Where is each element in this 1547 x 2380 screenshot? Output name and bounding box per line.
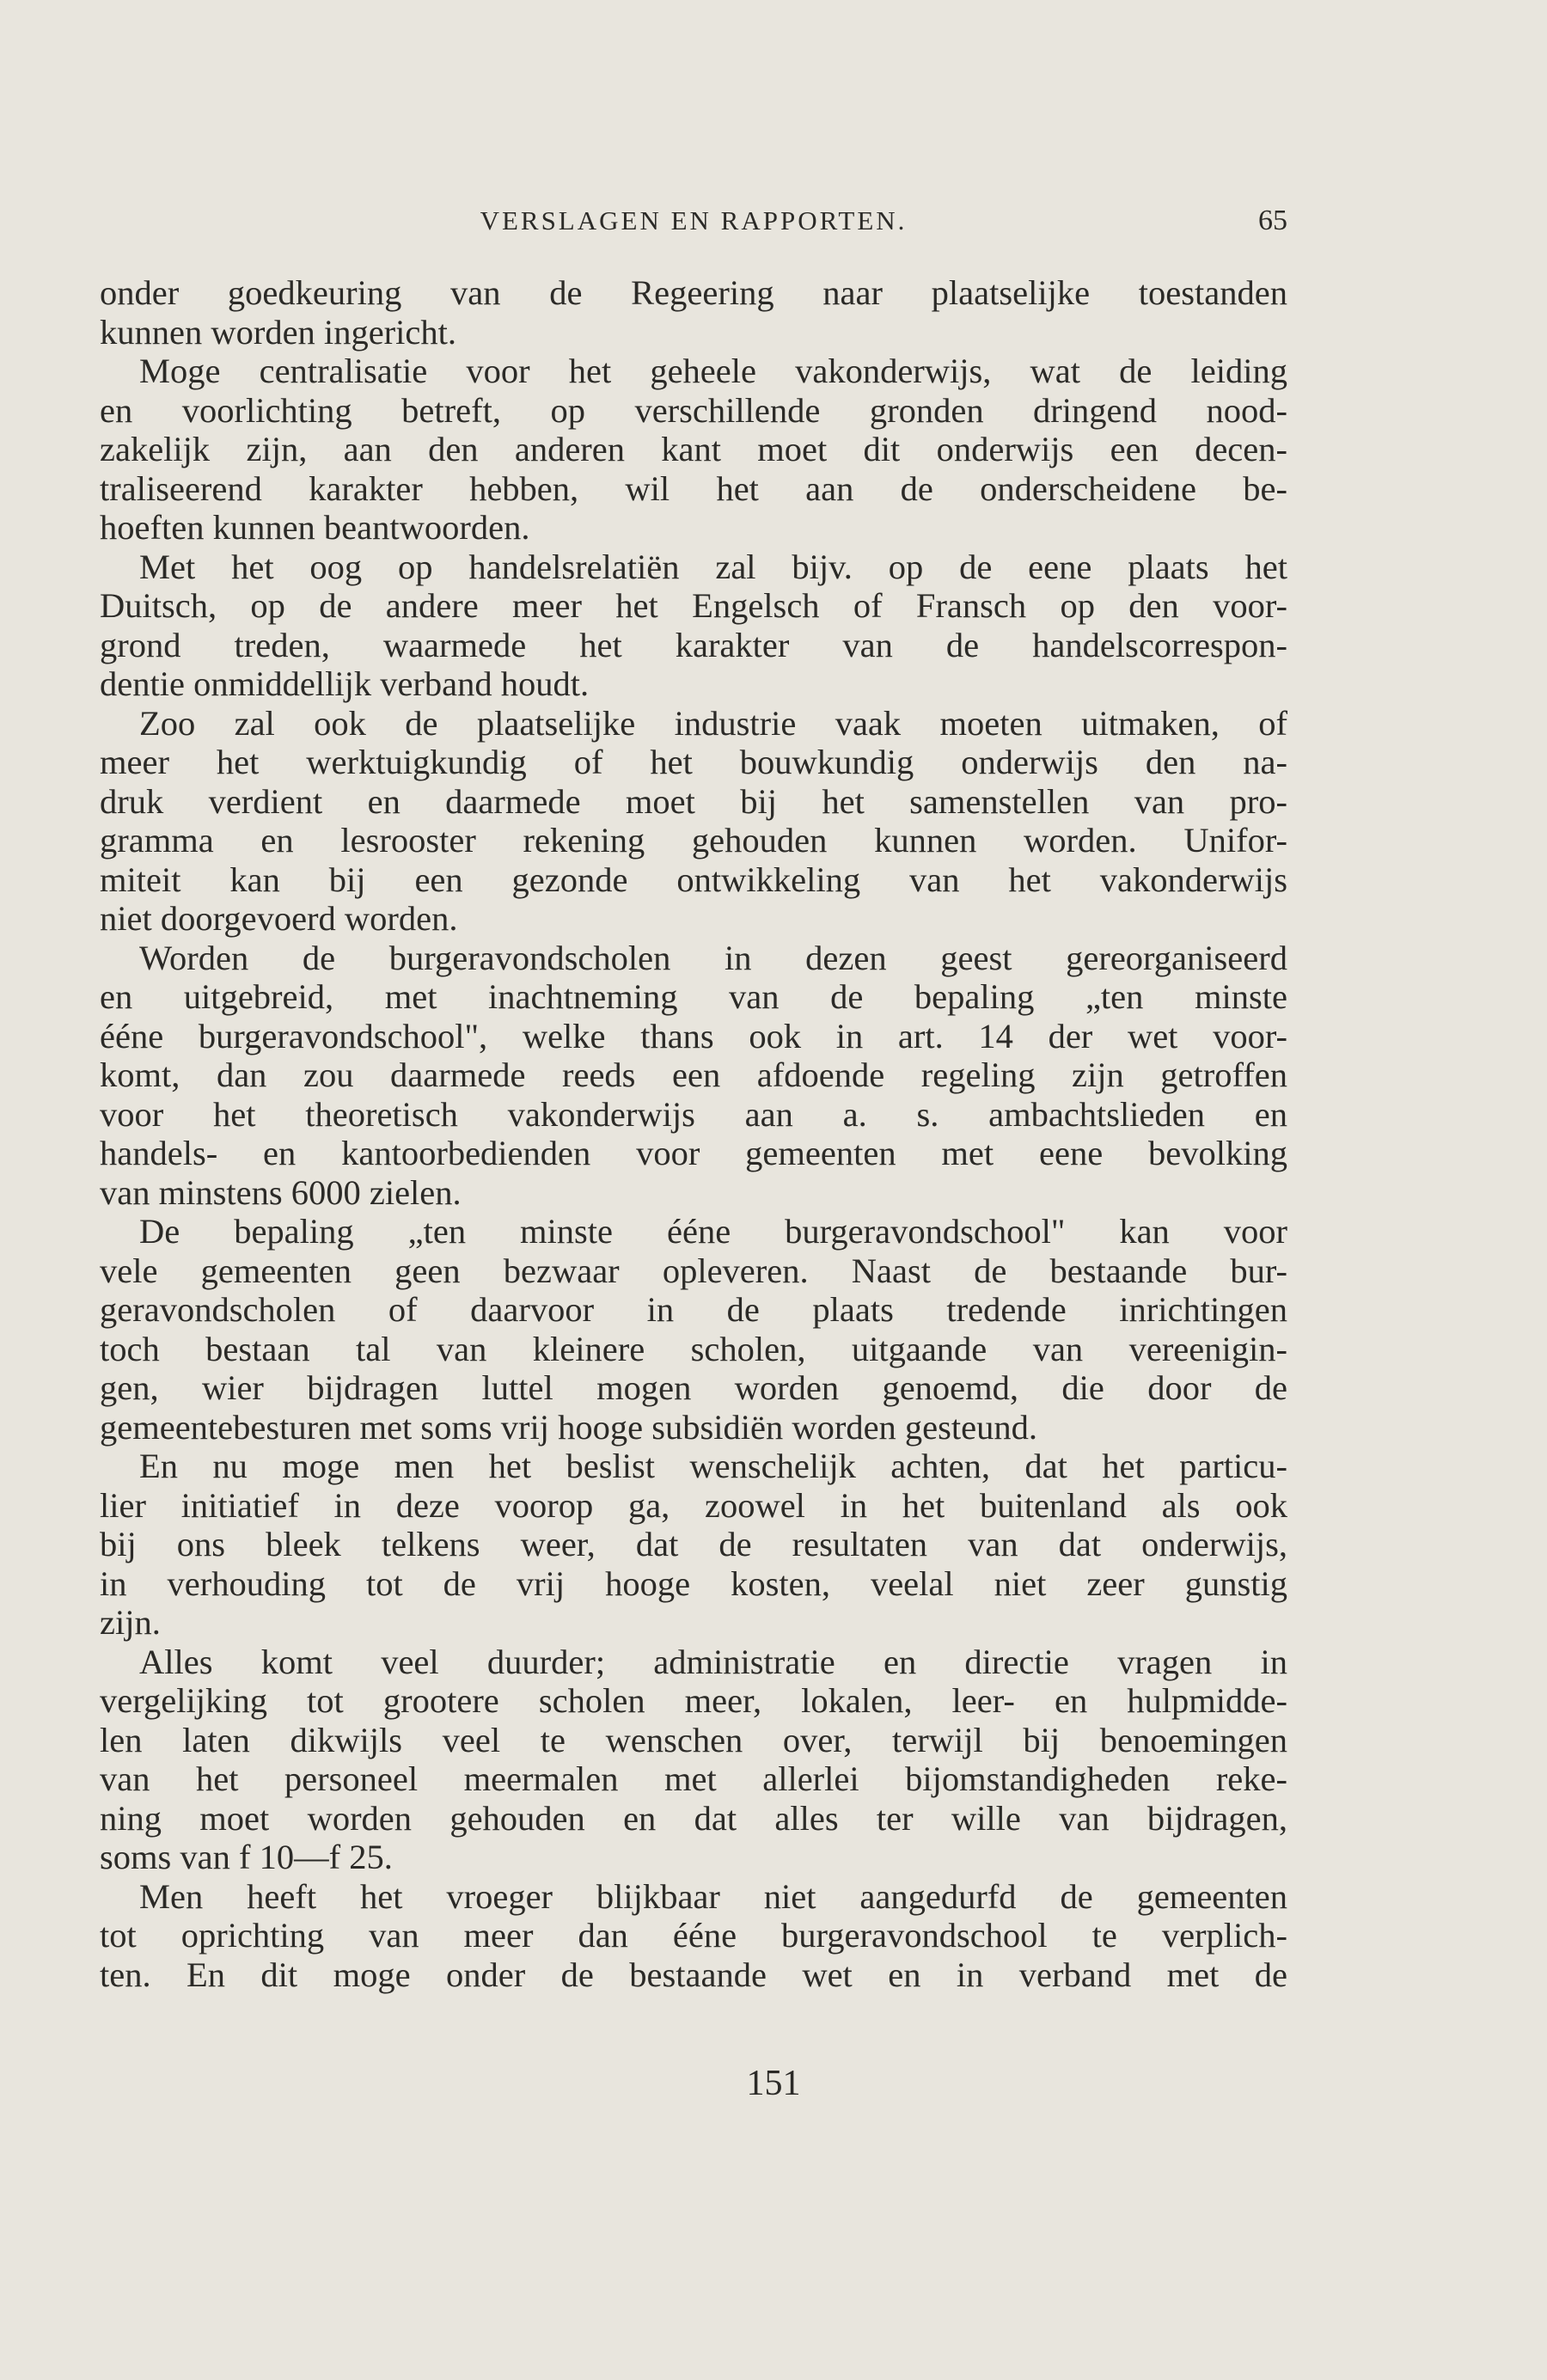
text-line: van het personeel meermalen met allerlei bijomstandigheden reke- [100,1759,1287,1798]
page-number: 65 [1258,205,1287,236]
text-line: ééne burgeravondschool", welke thans ook in art. 14 der wet voor- [100,1016,1287,1055]
text-line: komt, dan zou daarmede reeds een afdoende regeling zijn getroffen [100,1055,1287,1094]
text-line: traliseerend karakter hebben, wil het aan de onderscheidene be- [100,468,1287,508]
text-line: Worden de burgeravondscholen in dezen geest gereorganiseerd [139,938,1287,977]
text-line: grond treden, waarmede het karakter van de handelscorrespon- [100,625,1287,664]
paragraph [100,352,1287,548]
text-line: zijn. [100,1603,161,1642]
text-line: niet doorgevoerd worden. [100,899,458,938]
text-line: soms van f 10—f 25. [100,1838,393,1876]
text-line: Moge centralisatie voor het geheele vakonderwijs, wat de leiding [139,352,1287,390]
text-line: lier initiatief in deze voorop ga, zoowel in het buitenland als ook [100,1485,1287,1525]
text-line: Met het oog op handelsrelatiën zal bijv. op de eene plaats het [139,547,1287,586]
text-line: En nu moge men het beslist wenschelijk achten, dat het particu- [139,1447,1287,1485]
running-title: VERSLAGEN EN RAPPORTEN. [480,205,908,236]
text-line: dentie onmiddellijk verband houdt. [100,664,590,703]
text-line: gramma en lesrooster rekening gehouden kunnen worden. Unifor- [100,821,1287,860]
text-line: gemeentebesturen met soms vrij hooge subsidiën worden gesteund. [100,1407,1038,1447]
text-line: en uitgebreid, met inachtneming van de bepaling „ten minste [100,977,1287,1016]
text-line: De bepaling „ten minste ééne burgeravondschool" kan voor [139,1212,1287,1251]
text-line: bij ons bleek telkens weer, dat de resultaten van dat onderwijs, [100,1525,1287,1563]
paragraph [100,939,1287,1213]
text-line: Alles komt veel duurder; administratie en directie vragen in [139,1642,1287,1681]
signature-number: 151 [746,2064,801,2103]
text-line: toch bestaan tal van kleinere scholen, uitgaande van vereenigin- [100,1329,1287,1368]
text-line: en voorlichting betreft, op verschillende gronden dringend nood- [100,390,1287,430]
text-line: zakelijk zijn, aan den anderen kant moet dit onderwijs een decen- [100,430,1287,468]
text-line: Duitsch, op de andere meer het Engelsch of Fransch op den voor- [100,586,1287,625]
text-line: miteit kan bij een gezonde ontwikkeling van het vakonderwijs [100,860,1287,899]
paragraph [100,1877,1287,1995]
text-line: ten. En dit moge onder de bestaande wet en in verband met de [100,1955,1287,1994]
text-line: gen, wier bijdragen luttel mogen worden genoemd, die door de [100,1368,1287,1407]
text-line: voor het theoretisch vakonderwijs aan a. s. ambachtslieden en [100,1094,1287,1134]
text-line: kunnen worden ingericht. [100,312,457,352]
text-line: Zoo zal ook de plaatselijke industrie vaak moeten uitmaken, of [139,703,1287,743]
text-line: tot oprichting van meer dan ééne burgeravondschool te verplich- [100,1916,1287,1955]
text-line: ning moet worden gehouden en dat alles ter wille van bijdragen, [100,1798,1287,1838]
text-line: meer het werktuigkundig of het bouwkundig onderwijs den na- [100,743,1287,781]
text-line: len laten dikwijls veel te wenschen over, terwijl bij benoemingen [100,1720,1287,1759]
text-line: geravondscholen of daarvoor in de plaats tredende inrichtingen [100,1290,1287,1329]
paragraph [100,548,1287,704]
paragraph [100,1212,1287,1447]
paragraph [100,273,1287,352]
text-line: in verhouding tot de vrij hooge kosten, veelal niet zeer gunstig [100,1563,1287,1603]
page-header [100,199,1287,242]
text-line: onder goedkeuring van de Regeering naar plaatselijke toestanden [100,273,1287,312]
paragraph [100,1447,1287,1643]
text-line: vergelijking tot grootere scholen meer, lokalen, leer- en hulpmidde- [100,1681,1287,1720]
text-line: druk verdient en daarmede moet bij het samenstellen van pro- [100,781,1287,821]
text-line: vele gemeenten geen bezwaar opleveren. Naast de bestaande bur- [100,1251,1287,1290]
body-text [100,273,1287,1994]
paragraph [100,704,1287,939]
text-line: handels- en kantoorbedienden voor gemeenten met eene bevolking [100,1134,1287,1172]
text-line: hoeften kunnen beantwoorden. [100,508,530,547]
text-line: van minstens 6000 zielen. [100,1172,462,1212]
text-line: Men heeft het vroeger blijkbaar niet aangedurfd de gemeenten [139,1876,1287,1916]
paragraph [100,1643,1287,1877]
